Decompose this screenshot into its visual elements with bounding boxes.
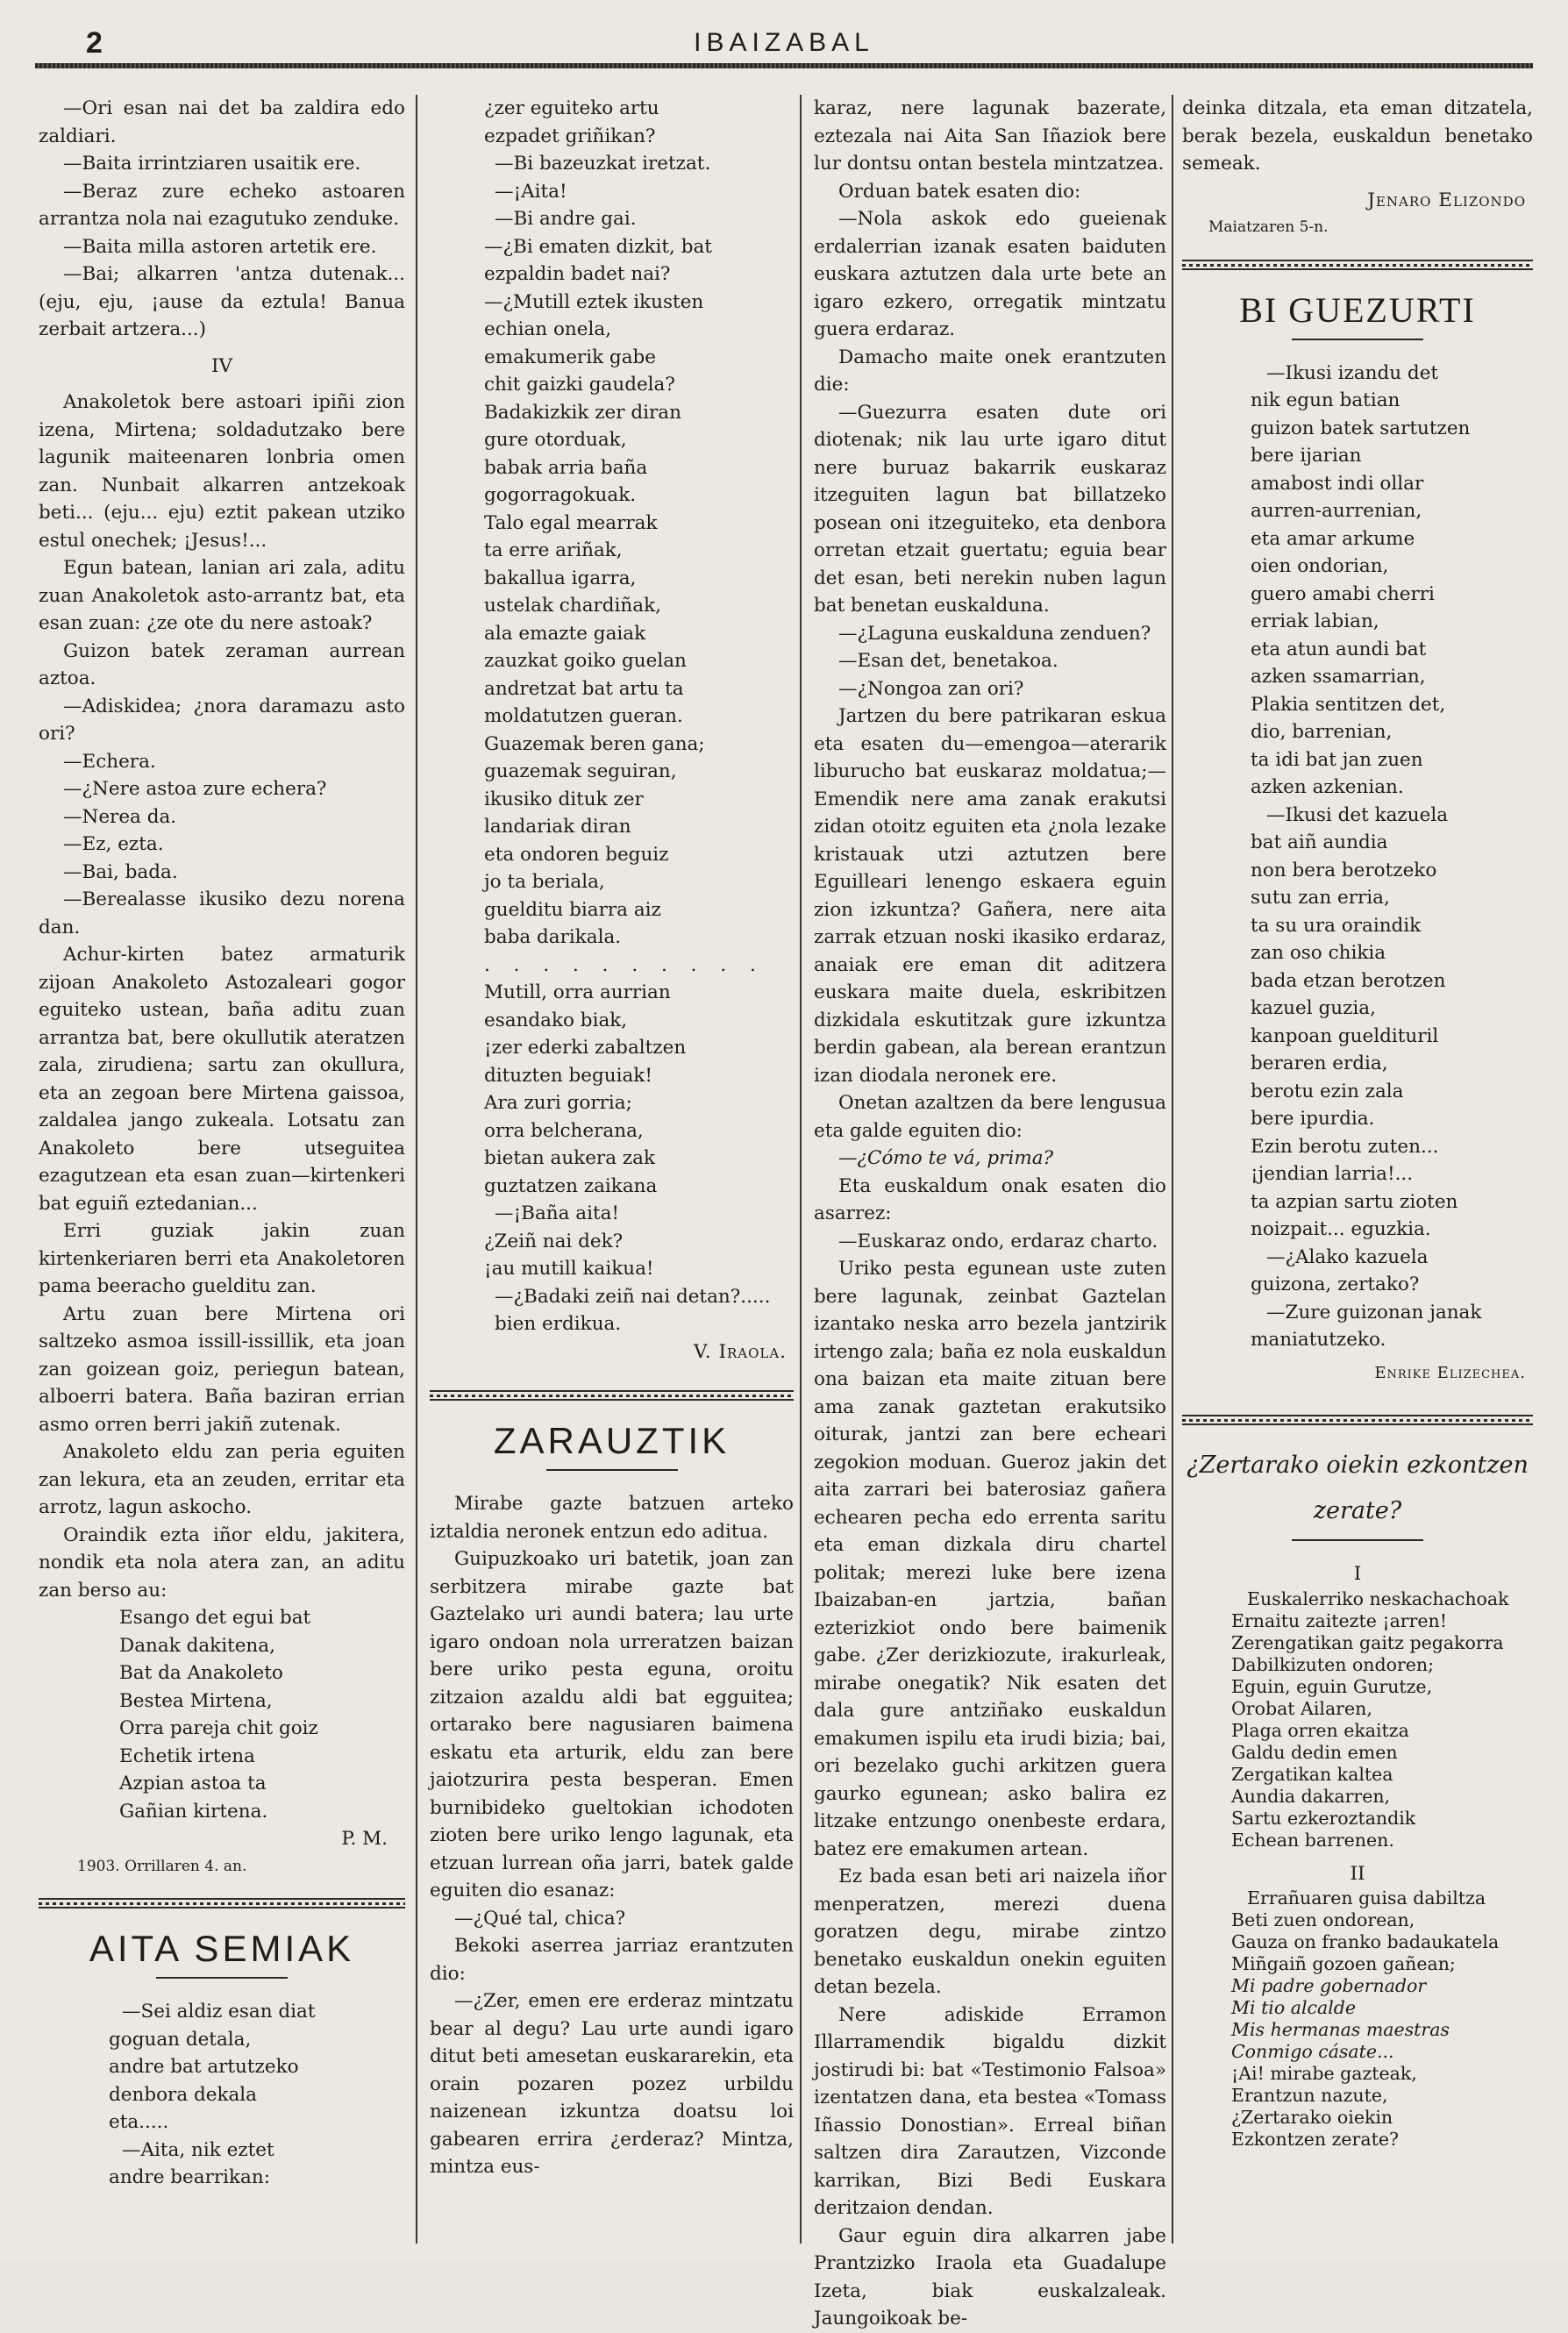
verse-line: non bera berotzeko: [1251, 859, 1437, 881]
paragraph: Bekoki aserrea jarriaz erantzuten dio:: [430, 1935, 794, 1985]
verse-line: guizon batek sartutzen: [1251, 417, 1471, 439]
paragraph: —Bai, bada.: [63, 860, 178, 883]
verse-line: Ernaitu zaitezte ¡arren!: [1231, 1609, 1447, 1631]
verse-line: babak arria baña: [484, 456, 648, 479]
verse-line: andre bat artutzeko: [109, 2056, 299, 2078]
verse-line: Gauza on franko badaukatela: [1231, 1931, 1500, 1952]
paragraph: —Esan det, benetakoa.: [838, 650, 1058, 672]
verse-line: bakallua igarra,: [484, 567, 637, 589]
title-rule: [156, 1977, 288, 1979]
paragraph: Onetan azaltzen da bere lengusua eta galde eguiten dio:: [814, 1092, 1166, 1142]
verse-line: —¿Bi ematen dizkit, bat: [484, 235, 712, 258]
verse-line: Ezin berotu zuten...: [1251, 1135, 1439, 1158]
zarauztik-title: ZARAUZTIK: [493, 1420, 731, 1461]
verse-line: bietan aukera zak: [484, 1147, 656, 1169]
verse-line: —Bi bazeuzkat iretzat.: [495, 153, 711, 175]
verse-line: baba darikala.: [484, 926, 622, 948]
verse-line: bere ijarian: [1251, 445, 1362, 467]
verse-line: ¡zer ederki zabaltzen: [484, 1037, 687, 1059]
paper-name: IBAIZABAL: [694, 28, 874, 57]
paragraph: —Berealasse ikusiko dezu norena dan.: [39, 888, 405, 938]
verse-line: Dabilkizuten ondoren;: [1231, 1653, 1435, 1675]
verse-line: orra belcherana,: [484, 1119, 644, 1142]
paragraph: Artu zuan bere Mirtena ori saltzeko asmoa issill-issillik, eta joan zan goizean goiz, periegun batean, alboerri batera. Baña baziran errian asmo orren berri jakiñ zutenak.: [39, 1302, 405, 1436]
verse-line: sutu zan erria,: [1251, 887, 1390, 909]
paragraph: Gaur eguin dira alkarren jabe Prantzizko Iraola eta Guadalupe Izeta, biak euskalzaleak. Jaungoikoak be-: [814, 2224, 1166, 2329]
ellipsis-row: . . . . . . . . . .: [484, 953, 765, 976]
title-rule: [1292, 1539, 1423, 1541]
verse-line: Mutill, orra aurrian: [484, 981, 671, 1003]
column-4: [1182, 95, 1533, 2244]
verse-line: —¡Aita!: [495, 180, 567, 203]
section-number: IV: [210, 354, 233, 377]
verse-line: ¿Zertarako oiekin: [1231, 2107, 1393, 2128]
verse-line: amabost indi ollar: [1251, 472, 1424, 495]
verse-line: gure otorduak,: [484, 429, 627, 451]
verse-line: Ara zuri gorria;: [484, 1092, 632, 1114]
column-rule: [1172, 95, 1173, 2244]
verse-line: kanpoan gueldituril: [1251, 1024, 1439, 1047]
verse-line: Mi tio alcalde: [1231, 1997, 1357, 2018]
verse-line: eta.....: [109, 2111, 169, 2133]
text-line: —Baita milla astoren artetik ere.: [63, 235, 377, 258]
verse-line: aurren-aurrenian,: [1251, 500, 1422, 522]
verse-line: Galdu dedin emen: [1231, 1741, 1398, 1763]
verse-line: Eguin, eguin Gurutze,: [1231, 1675, 1433, 1697]
verse-line: Bestea Mirtena,: [119, 1689, 273, 1712]
verse-line: Euskalerriko neskachachoak: [1247, 1587, 1509, 1609]
paragraph: —Ez, ezta.: [63, 833, 164, 855]
column-rule: [416, 95, 417, 2244]
paragraph: Anakoleto eldu zan peria eguiten zan lekura, eta an zeuden, erritar eta arrotz, lagun askocho.: [39, 1441, 405, 1518]
verse-line: azken ssamarrian,: [1251, 666, 1426, 688]
verse-line: —Aita, nik eztet: [122, 2138, 274, 2161]
verse-line: —¡Baña aita!: [495, 1202, 620, 1224]
verse-line: erriak labian,: [1251, 610, 1379, 632]
ezkontzen-title: ¿Zertarako oiekin ezkontzen zerate?: [1187, 1452, 1529, 1524]
verse-line: guztatzen zaikana: [484, 1174, 658, 1197]
section-number: II: [1350, 1862, 1365, 1885]
paragraph: —¿Nere astoa zure echera?: [63, 778, 327, 800]
verse-line: gogorragokuak.: [484, 484, 637, 506]
verse-line: —¿Mutill eztek ikusten: [484, 290, 704, 313]
verse-line: Erantzun nazute,: [1231, 2085, 1388, 2106]
verse-line: Zerengatikan gaitz pegakorra: [1231, 1631, 1504, 1653]
dateline: 1903. Orrillaren 4. an.: [77, 1857, 247, 1875]
verse-line: bien erdikua.: [495, 1313, 622, 1335]
verse-line: Conmigo cásate...: [1231, 2041, 1394, 2062]
paragraph: —¿Laguna euskalduna zenduen?: [838, 622, 1151, 645]
paragraph: —Nerea da.: [63, 805, 177, 828]
signature: P. M.: [341, 1828, 388, 1850]
dateline: Maiatzaren 5-n.: [1208, 218, 1329, 236]
paragraph: Damacho maite onek erantzuten die:: [814, 346, 1166, 396]
verse-line: ¿zer eguiteko artu: [484, 97, 659, 119]
paragraph: Mirabe gazte batzuen arteko iztaldia neronek entzun edo aditua.: [430, 1493, 794, 1543]
section-divider: [430, 1388, 794, 1401]
verse-line: Esango det egui bat: [119, 1607, 311, 1629]
verse-line: Miñgaiñ gozoen gañean;: [1231, 1953, 1456, 1974]
verse-line: Bat da Anakoleto: [119, 1662, 283, 1684]
section-number: I: [1353, 1563, 1362, 1585]
verse-line: Plaga orren ekaitza: [1231, 1719, 1409, 1741]
verse-line: maniatutzeko.: [1251, 1329, 1386, 1351]
paragraph: Oraindik ezta iñor eldu, jakitera, nondik eta nola atera zan, an aditu zan berso au:: [39, 1523, 405, 1602]
verse-line: Talo egal mearrak: [484, 511, 658, 534]
verse-line: andre bearrikan:: [109, 2166, 270, 2188]
verse-line: emakumerik gabe: [484, 346, 656, 368]
paragraph: Anakoletok bere astoari ipiñi zion izena, Mirtena; soldadutzako bere lagunik maiteenaren lonbria omen zan. Nunbait alkarren antzekoak beti... (eju... eju) eztit pakean utziko estul onechek; ¡Jesus!...: [39, 391, 405, 552]
verse-line: ezpadet griñikan?: [484, 125, 656, 147]
paragraph: Achur-kirten batez armaturik zijoan Anakoleto Astozaleari gogor eguiteko ustean, baña aditu zuan arrantza bat, bere okullutik ateratzen zala, zirudiena; sartu zan okullura, eta an zegoan bere Mirtena gaissoa, zaldalea jango zukeala. Lotsatu zan Anakoleto bere utseguitea ezagutzean eta esan zuan—kirtenkeri bat eguiñ eztedanian...: [39, 944, 405, 1215]
text-line: —Ori esan nai det ba zaldira edo zaldiari.: [39, 97, 405, 147]
verse-line: ¡jendian larria!...: [1251, 1163, 1414, 1185]
verse-line: ustelak chardiñak,: [484, 595, 661, 617]
verse-line: ala emazte gaiak: [484, 622, 646, 645]
verse-line: Sartu ezkeroztandik: [1231, 1807, 1416, 1829]
paragraph: —Nola askok edo gueienak erdalerrian izanak esaten baiduten euskara aztutzen dala urte bete an igaro ezkero, orregatik mintzatu guera erdaraz.: [814, 208, 1166, 340]
verse-line: Azpian astoa ta: [119, 1773, 267, 1794]
verse-line: —Zure guizonan janak: [1266, 1301, 1482, 1323]
verse-line: noizpait... eguzkia.: [1251, 1218, 1431, 1240]
paragraph: —Guezurra esaten dute ori diotenak; nik lau urte igaro ditut nere buruaz bakarrik euskaraz itzeguiten lagun bat billatzeko posean oni itzeguiteko, eta denbora orretan etzait guertatu; eguia bear det esan, beti nerekin nuben lagun bat benetan euskalduna.: [814, 401, 1166, 617]
title-rule: [546, 1469, 678, 1471]
paragraph: Uriko pesta egunean uste zuten bere lagunak, zeinbat Gaztelan izantako neska arro bezela jantzirik irtengo zala; baña ez nola euskaldun ona baizan eta maite zituan bere ama zanak gaztetan erakutsiko oiturak, jantzi zan bere echeari zegokion moduan. Gueroz jakin det aita zarrari bei baterosiaz gañera echearen pecha edo errenta saritu eta eman dizkala diru chartel politak; merezi luke bere izena Ibaizaban-en jartzia, bañan ezterizkiot ondo bere baimenik gabe. ¿Zer derizkiozute, irakurleak, mirabe onegatik? Nik esaten det dala gure antziñako euskaldun emakumen ispilu eta irudi bizia; bai, ori bezelako guchi arkitzen guera gaurko egunean; asko balira ez litzake entzungo onenbeste erdara, batez ere emakumen artean.: [814, 1258, 1166, 1860]
verse-line: esandako biak,: [484, 1009, 628, 1031]
verse-line: dio, barrenian,: [1251, 721, 1393, 743]
verse-line: Echean barrenen.: [1231, 1829, 1394, 1851]
verse-line: —Sei aldiz esan diat: [122, 2001, 316, 2023]
verse-line: nik egun batian: [1251, 389, 1401, 411]
paragraph: —Euskaraz ondo, erdaraz charto.: [838, 1230, 1158, 1252]
column-2: [430, 95, 794, 2244]
verse-line: —Ikusi det kazuela: [1266, 803, 1449, 826]
verse-line: eta atun aundi bat: [1251, 638, 1427, 660]
verse-block: [1182, 360, 1533, 1354]
verse-line: —Bi andre gai.: [495, 208, 637, 230]
verse-line: ta su ura oraindik: [1251, 914, 1422, 937]
verse-line: eta ondoren beguiz: [484, 843, 669, 866]
column-rule: [800, 95, 802, 2244]
verse-line: Mis hermanas maestras: [1231, 2019, 1450, 2040]
verse-line: moldatutzen gueran.: [484, 705, 683, 727]
paragraph: deinka ditzala, eta eman ditzatela, berak bezela, euskaldun benetako semeak.: [1182, 97, 1533, 175]
verse-line: azken azkenian.: [1251, 776, 1404, 798]
verse-line: Gañian kirtena.: [119, 1800, 268, 1823]
paragraph: Egun batean, lanian ari zala, aditu zuan Anakoletok asto-arrantz bat, eta esan zuan: ¿ze ote du nere astoak?: [39, 557, 405, 634]
verse-line: Ezkontzen zerate?: [1231, 2129, 1399, 2150]
verse-line: eta amar arkume: [1251, 527, 1415, 550]
verse-line: zan oso chikia: [1251, 942, 1386, 964]
stanza: [1182, 1887, 1533, 2151]
verse-line: dituzten beguiak!: [484, 1064, 652, 1087]
paragraph: —Adiskidea; ¿nora daramazu asto ori?: [39, 695, 405, 745]
verse-line: Orra pareja chit goiz: [119, 1717, 318, 1739]
text-line: —Baita irrintziaren usaitik ere.: [63, 153, 361, 175]
verse-line: beraren erdia,: [1251, 1052, 1388, 1074]
paragraph: —¿Qué tal, chica?: [454, 1907, 626, 1930]
paragraph: —Echera.: [63, 750, 156, 773]
masthead: [35, 26, 1533, 70]
aita-semiak-title: AITA SEMIAK: [89, 1928, 355, 1969]
page-number: 2: [86, 26, 103, 60]
verse-line: ¿Zeiñ nai dek?: [484, 1230, 624, 1252]
verse-line: berotu ezin zala: [1251, 1080, 1404, 1102]
verse-block: [430, 95, 794, 1338]
verse-line: Beti zuen ondorean,: [1231, 1909, 1415, 1930]
verse-line: Danak dakitena,: [119, 1634, 275, 1657]
verse-line: Badakizkik zer diran: [484, 401, 681, 424]
column-1: [39, 95, 405, 2244]
verse-line: denbora dekala: [109, 2083, 257, 2106]
verse-line: chit gaizki gaudela?: [484, 374, 675, 396]
verse-line: zauzkat goiko guelan: [484, 650, 687, 672]
verse-line: guazemak seguiran,: [484, 760, 677, 782]
verse-line: guero amabi cherri: [1251, 582, 1435, 605]
verse-line: ezpaldin badet nai?: [484, 263, 671, 285]
verse-line: landariak diran: [484, 816, 631, 838]
verse-line: ¡au mutill kaikua!: [484, 1258, 654, 1280]
section-divider: [39, 1896, 405, 1908]
paragraph: Guipuzkoako uri batetik, joan zan serbitzera mirabe gazte bat Gaztelako uri aundi batera; lau urte igaro ondoan nola urreratzen baizan bere uriko pesta eguna, oroitu zitzaion azaldu aldi bat egguitea; ortarako bere nagusiaren baimena eskatu eta arturik, eldu zan bere jaiotzurira pesta besperan. Emen burnibideko gueltokian ichodoten zioten bere uriko lengo lagunak, eta etzuan lurrean oña jarri, batek galde eguiten dio esanaz:: [430, 1548, 794, 1901]
signature: Jenaro Elizondo: [1367, 189, 1526, 211]
verse-line: goguan detala,: [109, 2028, 252, 2051]
paragraph: —¿Zer, emen ere erderaz mintzatu bear al degu? Lau urte aundi igaro ditut beti amesetan euskararekin, eta orain pozaren pozez urbildu naizenean izkuntza doatsu loi gabearen errira ¿erderaz? Mintza, mintza eus-: [430, 1990, 794, 2178]
paragraph: Jartzen du bere patrikaran eskua eta esaten du—emengoa—aterarik liburucho bat euskaraz moldatua;—Emendik nere ama zanak erakutsi zidan otoitz eguiten eta ¿nola lezake kristauak utzi aztutzen bere Eguilleari lenengo eskaera eguin zion izkuntza? Gañera, nere aita zarrak etzuan noski ikasiko erdaraz, anaiak ere eman dit aditzera euskara maite duela, eskribitzen dizkidala eskutitzak gure izkuntza berdin gabean, ala berean erantzun izan diodala neronek ere.: [814, 705, 1166, 1087]
paragraph: —¿Cómo te vá, prima?: [838, 1147, 1054, 1169]
verse-line: bat aiñ aundia: [1251, 831, 1388, 853]
verse-line: kazuel guzia,: [1251, 997, 1376, 1019]
verse-line: bada etzan berotzen: [1251, 969, 1446, 992]
stanza: [1182, 1588, 1533, 1851]
verse-line: andretzat bat artu ta: [484, 677, 684, 700]
paragraph: Eta euskaldum onak esaten dio asarrez:: [814, 1174, 1166, 1224]
verse-line: —¿Badaki zeiñ nai detan?.....: [495, 1285, 771, 1308]
signature: Enrike Elizechea.: [1374, 1363, 1526, 1382]
text-line: —Beraz zure echeko astoaren arrantza nola nai ezagutuko zenduke.: [39, 180, 405, 230]
verse-line: Echetik irtena: [119, 1744, 255, 1767]
verse-line: Plakia sentitzen det,: [1251, 693, 1446, 716]
signature: V. Iraola.: [694, 1340, 787, 1363]
paragraph: Guizon batek zeraman aurrean aztoa.: [39, 639, 405, 689]
bi-guezurti-title: BI GUEZURTI: [1239, 289, 1476, 330]
verse-line: ¡Ai! mirabe gazteak,: [1231, 2063, 1417, 2084]
paragraph: Nere adiskide Erramon Illarramendik bigaldu dizkit jostirudi bi: bat «Testimonio Falsoa» izentatzen dana, eta bestea «Tomass Iñassio Donostian». Erreal biñan saltzen dira Zarautzen, Vizconde karrikan, Bizi Bedi Euskara deritzaion dendan.: [814, 2003, 1166, 2219]
verse-line: —Ikusi izandu det: [1266, 361, 1439, 384]
column-3: [814, 95, 1166, 2329]
verse-line: oien ondorian,: [1251, 555, 1389, 577]
paragraph: Orduan batek esaten dio:: [838, 180, 1081, 203]
verse-line: guelditu biarra aiz: [484, 898, 661, 921]
text-line: —Bai; alkarren 'antza dutenak... (eju, eju, ¡ause da eztula! Banua zerbait artzera...): [39, 263, 405, 340]
section-divider: [1182, 258, 1533, 270]
paragraph: Ez bada esan beti ari naizela iñor menperatzen, merezi duena goratzen degu, mirabe zintzo benetako euskaldun onekin eguiten detan bezela.: [814, 1866, 1166, 1998]
verse-line: jo ta beriala,: [484, 871, 605, 893]
verse-line: Guazemak beren gana;: [484, 732, 705, 755]
verse-line: ta azpian sartu zioten: [1251, 1190, 1458, 1213]
verse-line: echian onela,: [484, 318, 612, 340]
title-rule: [1292, 339, 1423, 340]
verse-line: —¿Alako kazuela: [1266, 1245, 1429, 1268]
verse-line: Errañuaren guisa dabiltza: [1247, 1887, 1486, 1908]
masthead-rule: [35, 63, 1533, 68]
paragraph: —¿Nongoa zan ori?: [838, 677, 1024, 700]
verse-line: Zergatikan kaltea: [1231, 1763, 1393, 1785]
paragraph: karaz, nere lagunak bazerate, eztezala nai Aita San Iñaziok bere lur dontsu ontan bestela mintzatzea.: [814, 97, 1166, 175]
paragraph: Erri guziak jakin zuan kirtenkeriaren berri eta Anakoletoren pama beeracho guelditu zan.: [39, 1220, 405, 1297]
verse-line: Orobat Ailaren,: [1231, 1697, 1372, 1719]
verse-line: ta idi bat jan zuen: [1251, 748, 1423, 771]
verse-line: Mi padre gobernador: [1231, 1975, 1427, 1996]
verse-line: ta erre ariñak,: [484, 539, 623, 561]
verse-line: guizona, zertako?: [1251, 1274, 1420, 1295]
section-divider: [1182, 1413, 1533, 1425]
verse-line: ikusiko dituk zer: [484, 788, 644, 810]
verse-line: bere ipurdia.: [1251, 1108, 1375, 1130]
verse-line: Aundia dakarren,: [1231, 1785, 1391, 1807]
